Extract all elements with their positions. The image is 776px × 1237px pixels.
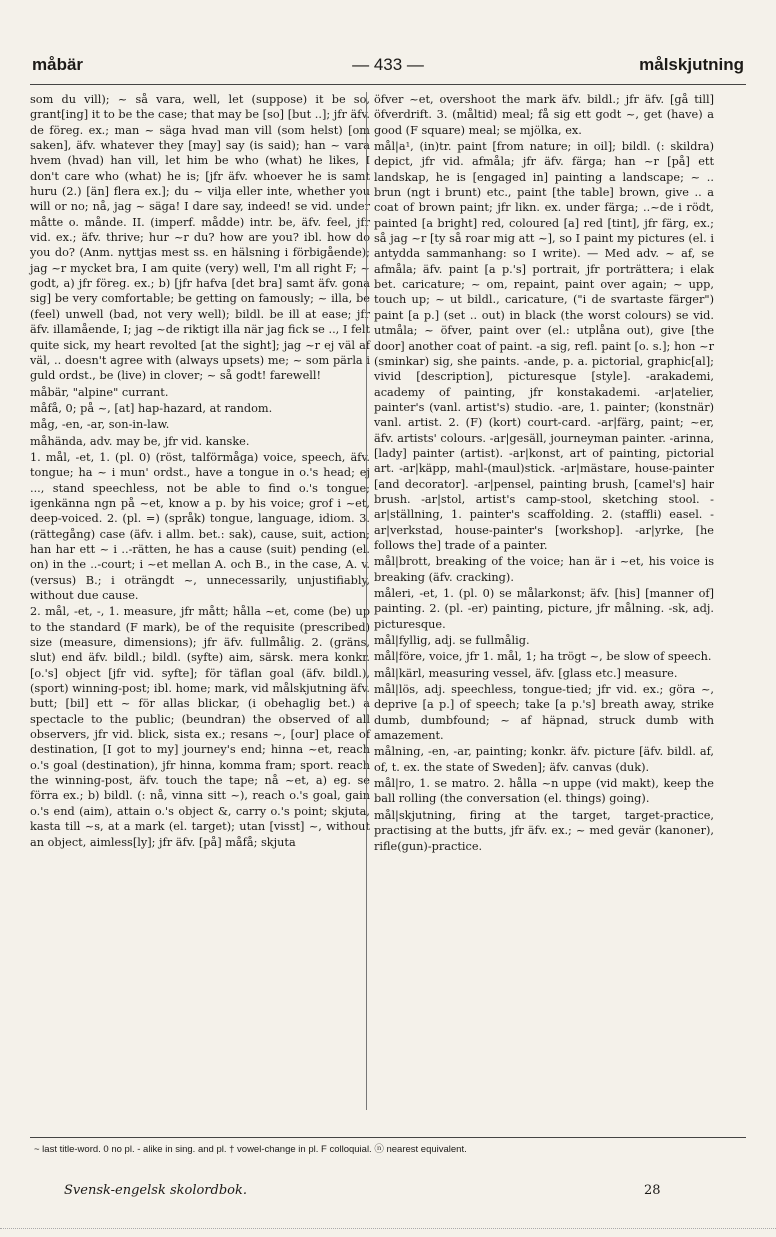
- dictionary-entry: målning, -en, -ar, painting; konkr. äfv. picture [äfv. bildl. af, of, t. ex. the state of Sweden]; äfv. canvas (duk).: [374, 745, 714, 774]
- page-number: — 433 —: [352, 55, 424, 74]
- dictionary-entry: mål|lös, adj. speechless, tongue-tied; jfr vid. ex.; göra ~, deprive [a p.] of speech; take [a p.'s] breath away, strike dumb, dumbfound; ~ af häpnad, struck dumb with amazement.: [374, 683, 714, 743]
- symbol-legend: ~ last title-word. 0 no pl. - alike in sing. and pl. † vowel-change in pl. F colloquial. ⓝ nearest equivalent.: [34, 1144, 467, 1155]
- dictionary-entry: måg, -en, -ar, son-in-law.: [30, 418, 170, 432]
- right-column: [374, 92, 714, 855]
- page-edge: [0, 1228, 776, 1229]
- dictionary-entry: mål|fyllig, adj. se fullmålig.: [374, 634, 530, 648]
- left-column: [30, 92, 370, 851]
- dictionary-entry: måbär, "alpine" currant.: [30, 385, 169, 399]
- dictionary-entry: öfver ~et, overshoot the mark äfv. bildl.; jfr äfv. [gå till] öfverdrift. 3. (måltid) meal; få sig ett godt ~, get (have) a good (F square) meal; se mjölka, ex.: [374, 93, 714, 137]
- dictionary-entry: som du vill); ~ så vara, well, let (suppose) it be so, grant[ing] it to be the case; that may be [so] [but ..]; jfr äfv. de föreg. ex.; man ~ säga hvad man vill (som helst) [om saken], äfv. whatever they [may] say (is said); han ~ vara hvem (hvad) han vill, let him be who (what) he likes, I don't care who (what) he is; [jfr äfv. whoever he is samt huru (2.) [än] flera ex.]; du ~ vilja eller inte, whether you will or no; nå, jag ~ säga! I dare say, indeed! se vid. under måtte o. månde. II. (imperf. mådde) intr. be, äfv. feel, jfr vid. ex.; äfv. thrive; hur ~r du? how are you? ibl. how do you do? (Anm. nyttjas mest ss. en hälsning i förbigående); jag ~r mycket bra, I am quite (very) well, I'm all right F; ~ godt, a) jfr föreg. ex.; b) [jfr hafva [det bra] samt äfv. gona sig] be very comfortable; be getting on famously; ~ illa, be (feel) unwell (bad, not very well); bildl. be ill at ease; jfr äfv. illamående, I; jag ~de riktigt illa när jag fick se .., I felt quite sick, my heart revolted [at the sight]; jag ~r ej väl af väl, .. doesn't agree with (always upsets) me; ~ som pärla i guld ordst., be (live) in clover; ~ så godt! farewell!: [30, 93, 370, 383]
- footer-rule: [30, 1137, 746, 1138]
- dictionary-entry: mål|skjutning, firing at the target, target-practice, practising at the butts, jfr äfv. ex.; ~ med gevär (kanoner), rifle(gun)-practice.: [374, 808, 714, 853]
- dictionary-entry: mål|brott, breaking of the voice; han är i ~et, his voice is breaking (äfv. cracking).: [374, 555, 714, 584]
- page-header: [32, 55, 744, 83]
- dictionary-entry: 2. mål, -et, -, 1. measure, jfr mått; hålla ~et, come (be) up to the standard (F mark), be of the requisite (prescribed) size (measure, dimensions); jfr äfv. fullmålig. 2. (gräns, slut) end äfv. bildl.; bildl. (syfte) aim, särsk. mera konkr. [o.'s] object [jfr vid. syfte]; för täflan goal (äfv. bildl.), (sport) winning-post; ibl. home; mark, vid målskjutning äfv. butt; [bil] ett ~ för allas blickar, (i obehaglig bet.) a spectacle to the public; (beundran) the observed of all observers, jfr vid. blick, sista ex.; resans ~, [our] place of destination, [I got to my] journey's end; hinna ~et, reach o.'s goal (destination), jfr hinna, komma fram; sport. reach the winning-post, äfv. touch the tape; nå ~et, a) eg. se förra ex.; b) bildl. (: nå, vinna sitt ~), reach o.'s goal, gain o.'s end (aim), attain o.'s object &, carry o.'s point; skjuta, kasta till ~s, at a mark (el. target); utan [visst] ~, without an object, aimless[ly]; jfr äfv. [på] måfå; skjuta: [30, 605, 370, 849]
- column-divider: [366, 92, 367, 1110]
- signature-number: 28: [644, 1183, 661, 1198]
- dictionary-entry: måhända, adv. may be, jfr vid. kanske.: [30, 434, 250, 448]
- dictionary-entry: 1. mål, -et, 1. (pl. 0) (röst, talförmåga) voice, speech, äfv. tongue; ha ~ i mun' ordst., have a tongue in o.'s head; ej ..., stand speechless, not be able to find o.'s tongue; igenkänna ngn på ~et, know a p. by his voice; grof i ~et, deep-voiced. 2. (pl. =) (språk) tongue, language, idiom. 3. (rättegång) case (äfv. i allm. bet.: sak), cause, suit, action; han har ett ~ i ..-rätten, he has a cause (suit) pending (el. on) in the ..-court; i ~et mellan A. och B., in the case, A. v. (versus) B.; i oträngdt ~, unnecessarily, unjustifiably, without due cause.: [30, 450, 370, 602]
- dictionary-entry: mål|före, voice, jfr 1. mål, 1; ha trögt ~, be slow of speech.: [374, 650, 712, 664]
- dictionary-entry: mål|a¹, (in)tr. paint [from nature; in oil]; bildl. (: skildra) depict, jfr vid. afmåla; jfr äfv. färga; han ~r [på] ett landskap, he is [engaged in] painting a landscape; ~ .. brun (ngt i brunt) etc., paint [the table] brown, give .. a coat of brown paint; jfr likn. ex. under färga; ..~de i rödt, painted [a bright] red, coloured [a] red [tint], jfr färg, ex.; så jag ~r [ty så roar mig att ~], so I paint my pictures (el. i antydda sammanhang: so I write). — Med adv. ~ af, se afmåla; äfv. paint [a p.'s] portrait, jfr porträttera; i elak bet. caricature; ~ om, repaint, paint over again; ~ upp, touch up; ~ ut bildl., caricature, ("i de svartaste färger") paint [a p.] (set .. out) in black (the worst colours) se vid. utmåla; ~ öfver, paint over (el.: utplåna out), give [the door] another coat of paint. -a sig, refl. paint [o. s.]; hon ~r (sminkar) sig, she paints. -ande, p. a. pictorial, graphic[al]; vivid [description], picturesque [style]. -arakademi, academy of painting, jfr konstakademi. -ar|atelier, painter's (vanl. artist's) studio. -are, 1. painter; (konstnär) vanl. artist. 2. (F) (kort) court-card. -ar|färg, paint; ~er, äfv. artists' colours. -ar|gesäll, journeyman painter. -arinna, [lady] painter (artist). -ar|konst, art of painting, pictorial art. -ar|käpp, mahl-(maul)stick. -ar|mästare, house-painter [and decorator]. -ar|pensel, painting brush, [camel's] hair brush. -ar|stol, artist's camp-stool, sketching stool. -ar|ställning, 1. painter's scaffolding. 2. (staffli) easel. -ar|verkstad, house-painter's [workshop]. -ar|yrke, [he follows the] trade of a painter.: [374, 140, 714, 552]
- dictionary-entry: mål|kärl, measuring vessel, äfv. [glass etc.] measure.: [374, 666, 678, 680]
- dictionary-entry: måleri, -et, 1. (pl. 0) se målarkonst; äfv. [his] [manner of] painting. 2. (pl. -er) painting, picture, jfr målning. -sk, adj. picturesque.: [374, 587, 714, 631]
- left-guide-word: måbär: [32, 55, 84, 74]
- header-rule: [30, 84, 746, 85]
- book-title: Svensk-engelsk skolordbok.: [64, 1183, 248, 1198]
- right-guide-word: målskjutning: [639, 55, 744, 74]
- dictionary-entry: mål|ro, 1. se matro. 2. hålla ~n uppe (vid makt), keep the ball rolling (the conversation (el. things) going).: [374, 777, 714, 806]
- dictionary-entry: måfå, 0; på ~, [at] hap-hazard, at random.: [30, 401, 273, 415]
